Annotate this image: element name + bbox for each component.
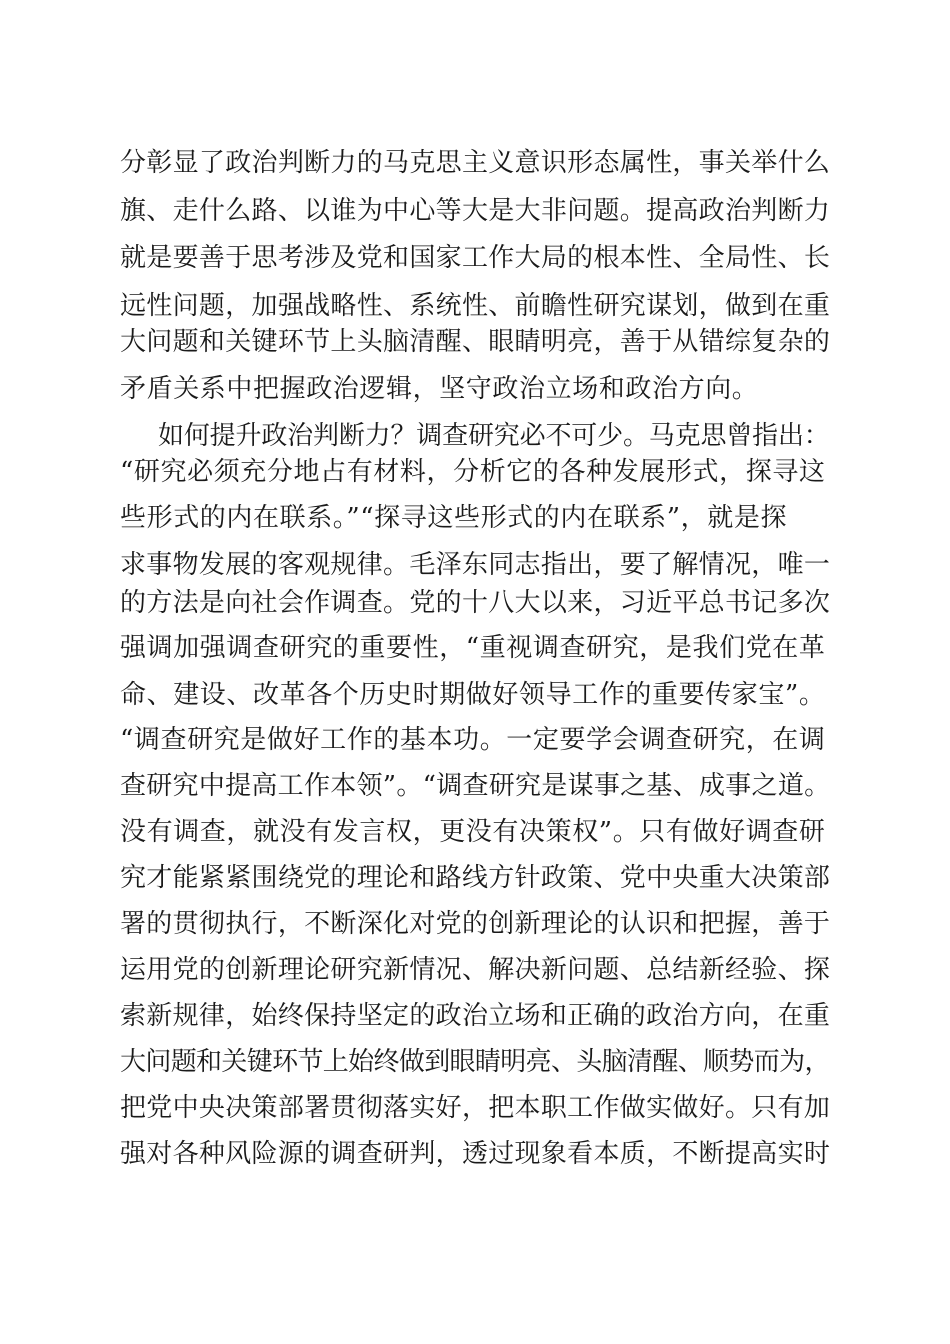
- text-line: 的方法是向社会作调查。党的十八大以来，习近平总书记多次: [120, 588, 831, 618]
- text-line: 分彰显了政治判断力的马克思主义意识形态属性，事关举什么: [120, 148, 831, 178]
- text-line: 把党中央决策部署贯彻落实好，把本职工作做实做好。只有加: [120, 1093, 831, 1123]
- text-line: 就是要善于思考涉及党和国家工作大局的根本性、全局性、长: [120, 243, 831, 273]
- text-line: 求事物发展的客观规律。毛泽东同志指出，要了解情况，唯一: [120, 550, 831, 580]
- text-line: 远性问题，加强战略性、系统性、前瞻性研究谋划，做到在重: [120, 291, 831, 321]
- text-line: 署的贯彻执行，不断深化对党的创新理论的认识和把握，善于: [120, 909, 831, 939]
- text-line: “研究必须充分地占有材料，分析它的各种发展形式，探寻这: [120, 457, 826, 487]
- text-line: “调查研究是做好工作的基本功。一定要学会调查研究，在调: [120, 725, 826, 755]
- text-line: 强对各种风险源的调查研判，透过现象看本质，不断提高实时: [120, 1139, 831, 1169]
- text-line: 旗、走什么路、以谁为中心等大是大非问题。提高政治判断力: [120, 196, 831, 226]
- text-line: 大问题和关键环节上始终做到眼睛明亮、头脑清醒、顺势而为，: [120, 1047, 830, 1077]
- text-line: 矛盾关系中把握政治逻辑，坚守政治立场和政治方向。: [120, 374, 759, 404]
- text-line: 没有调查，就没有发言权，更没有决策权”。只有做好调查研: [120, 817, 826, 847]
- text-line: 查研究中提高工作本领”。“调查研究是谋事之基、成事之道。: [120, 771, 831, 801]
- text-line: 强调加强调查研究的重要性，“重视调查研究，是我们党在革: [120, 633, 826, 663]
- paragraph-first-line: 如何提升政治判断力？调查研究必不可少。马克思曾指出：: [158, 421, 830, 451]
- text-line: 大问题和关键环节上头脑清醒、眼睛明亮，善于从错综复杂的: [120, 327, 831, 357]
- text-line: 究才能紧紧围绕党的理论和路线方针政策、党中央重大决策部: [120, 863, 831, 893]
- text-line: 些形式的内在联系。”“探寻这些形式的内在联系”，就是探: [120, 503, 788, 533]
- text-line: 运用党的创新理论研究新情况、解决新问题、总结新经验、探: [120, 955, 831, 985]
- text-line: 索新规律，始终保持坚定的政治立场和正确的政治方向，在重: [120, 1001, 831, 1031]
- text-line: 命、建设、改革各个历史时期做好领导工作的重要传家宝”。: [120, 680, 826, 710]
